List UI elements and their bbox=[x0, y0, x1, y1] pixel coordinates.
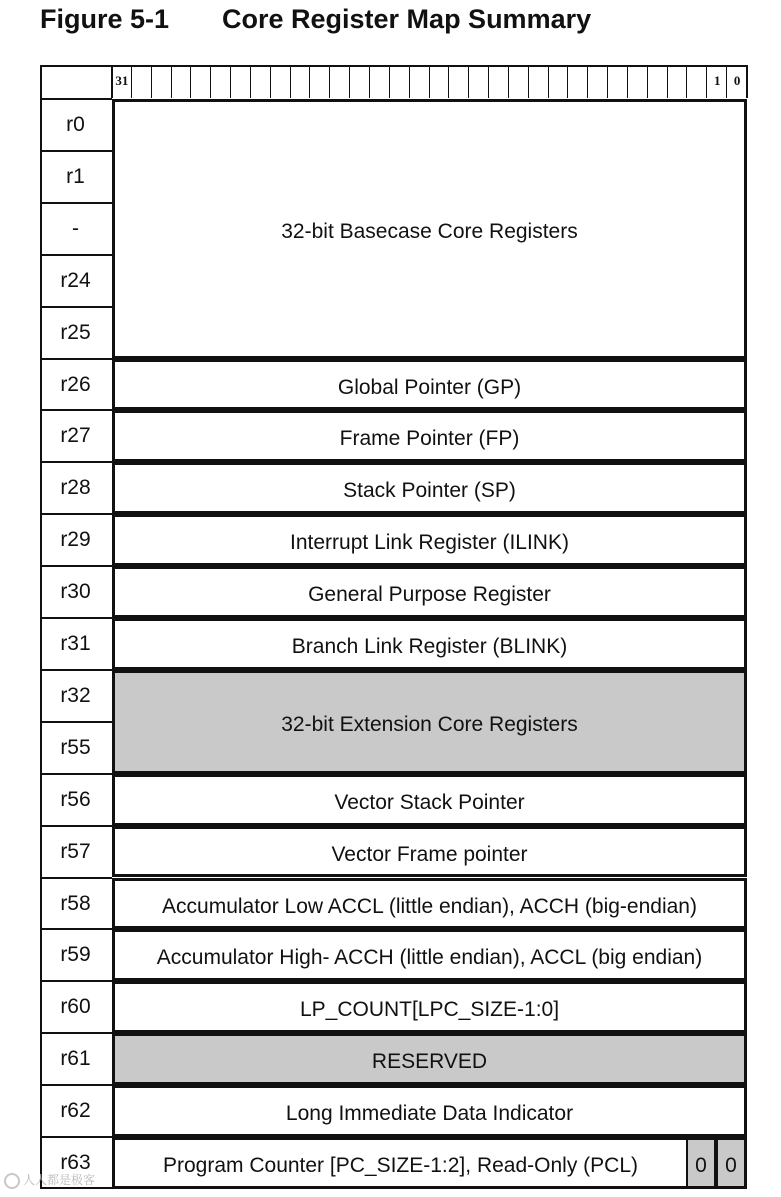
bit-cell bbox=[430, 66, 450, 98]
bit-cell bbox=[469, 66, 489, 98]
register-field: Vector Frame pointer bbox=[112, 826, 747, 878]
bit-cell bbox=[628, 66, 648, 98]
name-row-separator bbox=[40, 461, 112, 463]
name-row-separator bbox=[40, 928, 112, 930]
bit-cell bbox=[390, 66, 410, 98]
register-name: r28 bbox=[60, 476, 91, 500]
register-field: 32-bit Extension Core Registers bbox=[112, 670, 747, 774]
name-row-separator bbox=[40, 1084, 112, 1086]
name-row-separator bbox=[40, 150, 112, 152]
register-field: Accumulator High- ACCH (little endian), ACCL (big endian) bbox=[112, 929, 747, 981]
bit-cell bbox=[648, 66, 668, 98]
name-row-separator bbox=[40, 773, 112, 775]
register-name: r25 bbox=[60, 320, 91, 344]
bit-cell bbox=[449, 66, 469, 98]
name-row-separator bbox=[40, 202, 112, 204]
bit-cell bbox=[132, 66, 152, 98]
register-field: Global Pointer (GP) bbox=[112, 359, 747, 411]
register-name: r59 bbox=[60, 943, 91, 967]
name-left-border bbox=[40, 65, 42, 1189]
name-row-separator bbox=[40, 306, 112, 308]
bit-cell bbox=[350, 66, 370, 98]
name-row-separator bbox=[40, 980, 112, 982]
pcl-bit-0-zero: 0 bbox=[717, 1137, 747, 1189]
name-row-separator bbox=[40, 1032, 112, 1034]
register-name: r56 bbox=[60, 787, 91, 811]
bit-cell bbox=[291, 66, 311, 98]
register-field: Frame Pointer (FP) bbox=[112, 410, 747, 462]
bit-cell bbox=[509, 66, 529, 98]
register-field: Branch Link Register (BLINK) bbox=[112, 618, 747, 670]
name-row-separator bbox=[40, 825, 112, 827]
bit-cell bbox=[588, 66, 608, 98]
bit-cell bbox=[310, 66, 330, 98]
bit-cell bbox=[271, 66, 291, 98]
register-field: Stack Pointer (SP) bbox=[112, 462, 747, 514]
bit-cell bbox=[410, 66, 430, 98]
register-field: Long Immediate Data Indicator bbox=[112, 1085, 747, 1137]
register-name: r55 bbox=[60, 735, 91, 759]
figure-number: Figure 5-1 bbox=[40, 4, 170, 34]
register-name: r62 bbox=[60, 1099, 91, 1123]
register-field: RESERVED bbox=[112, 1033, 747, 1085]
bit-cell bbox=[489, 66, 509, 98]
register-name: r29 bbox=[60, 528, 91, 552]
register-field: LP_COUNT[LPC_SIZE-1:0] bbox=[112, 981, 747, 1033]
name-row-separator bbox=[40, 409, 112, 411]
bit-cell bbox=[152, 66, 172, 98]
name-row-separator bbox=[40, 877, 112, 879]
register-field: Interrupt Link Register (ILINK) bbox=[112, 514, 747, 566]
name-row-separator bbox=[40, 254, 112, 256]
bit-31-label: 31 bbox=[115, 73, 129, 88]
bit-cell bbox=[231, 66, 251, 98]
register-name: r31 bbox=[60, 632, 91, 655]
register-name: r30 bbox=[60, 580, 91, 604]
watermark bbox=[4, 1168, 95, 1192]
watermark-logo-icon bbox=[4, 1173, 20, 1189]
register-name: r57 bbox=[60, 839, 91, 863]
register-name: r60 bbox=[60, 995, 91, 1019]
name-row-separator bbox=[40, 721, 112, 723]
register-field: Program Counter [PC_SIZE-1:2], Read-Only (PCL) bbox=[112, 1137, 687, 1189]
name-row-separator bbox=[40, 513, 112, 515]
register-name: r58 bbox=[60, 891, 91, 915]
bit-cell bbox=[687, 66, 707, 98]
bit-cell bbox=[191, 66, 211, 98]
register-field: Vector Stack Pointer bbox=[112, 774, 747, 826]
bit-cell bbox=[172, 66, 192, 98]
register-field: Accumulator Low ACCL (little endian), ACCH (big-endian) bbox=[112, 878, 747, 930]
register-name: - bbox=[72, 216, 79, 240]
bit-cell bbox=[668, 66, 688, 98]
bit-cell bbox=[211, 66, 231, 98]
watermark-text: 人人都是极客 bbox=[23, 1173, 96, 1187]
bit-cell bbox=[608, 66, 628, 98]
register-name: r24 bbox=[60, 268, 91, 292]
figure-caption: Core Register Map Summary bbox=[222, 4, 592, 34]
register-name: r61 bbox=[60, 1047, 91, 1071]
bit-cell bbox=[330, 66, 350, 98]
register-name: r63 bbox=[60, 1151, 91, 1174]
bit-cell bbox=[529, 66, 549, 98]
bit-cell bbox=[251, 66, 271, 98]
register-name: r27 bbox=[60, 424, 91, 448]
name-row-separator bbox=[40, 565, 112, 567]
bit-1-label: 1 bbox=[713, 73, 721, 88]
name-row-separator bbox=[40, 617, 112, 619]
register-name: r32 bbox=[60, 683, 91, 707]
bit-cell bbox=[568, 66, 588, 98]
register-field: General Purpose Register bbox=[112, 566, 747, 618]
name-row-separator bbox=[40, 98, 112, 100]
bit-cell bbox=[549, 66, 569, 98]
name-row-separator bbox=[40, 358, 112, 360]
bit-0-label: 0 bbox=[733, 73, 741, 88]
register-name: r0 bbox=[66, 113, 85, 136]
register-name: r1 bbox=[66, 164, 85, 188]
name-row-separator bbox=[40, 669, 112, 671]
bit-cell bbox=[370, 66, 390, 98]
name-row-separator bbox=[40, 1136, 112, 1138]
register-name: r26 bbox=[60, 372, 91, 396]
register-field: 32-bit Basecase Core Registers bbox=[112, 99, 747, 359]
pcl-bit-1-zero: 0 bbox=[687, 1137, 717, 1189]
